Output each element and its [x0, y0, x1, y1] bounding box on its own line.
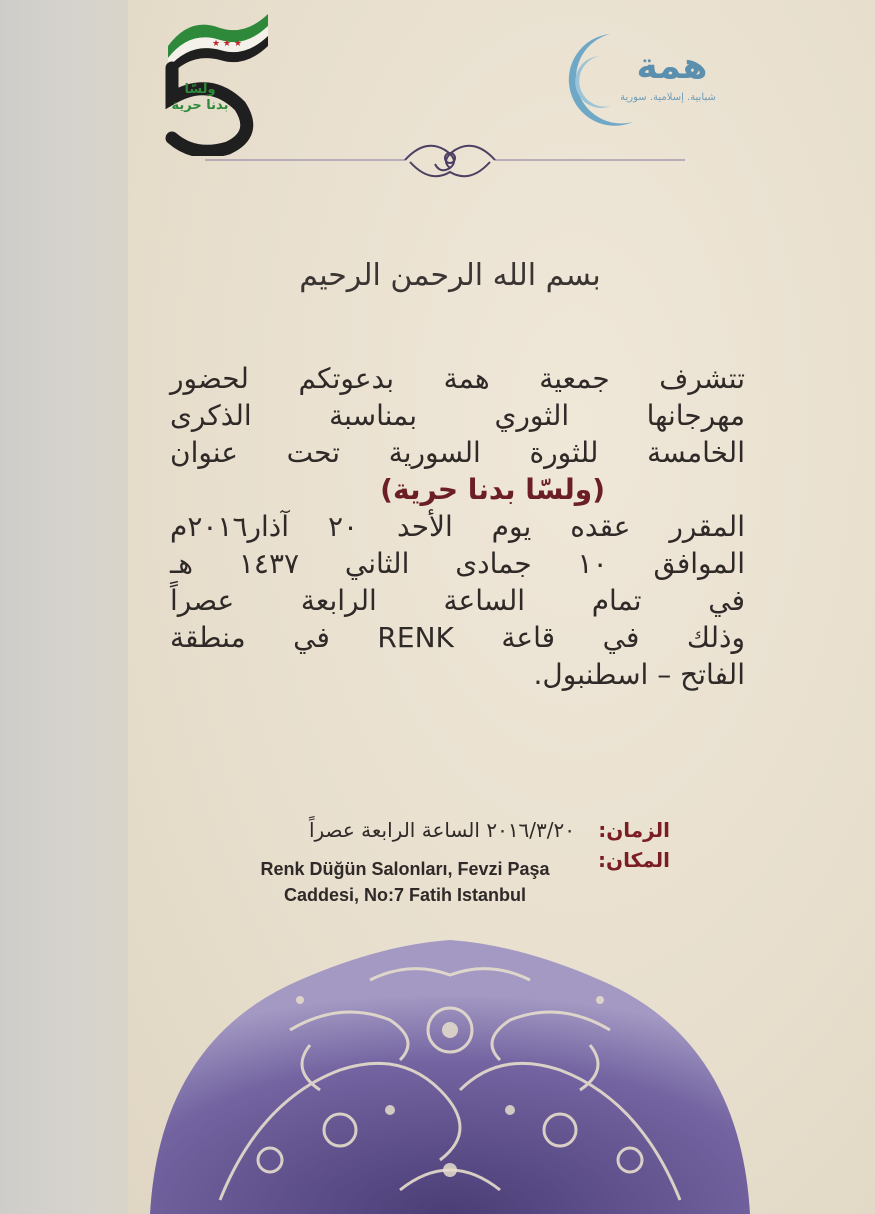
place-address [230, 856, 580, 908]
body-line-2: مهرجانها الثوري بمناسبة الذكرى [170, 399, 745, 432]
body-line-8: وذلك في قاعة RENK في منطقة [170, 621, 745, 654]
svg-text:★ ★ ★: ★ ★ ★ [212, 39, 242, 49]
left-margin-band [0, 0, 130, 1214]
hemma-logo-tagline: شبابية. إسلامية. سورية [620, 92, 716, 103]
hemma-logo-name: همة [636, 46, 708, 87]
event-title: (ولسّا بدنا حرية) [380, 473, 605, 506]
body-line-5: المقرر عقده يوم الأحد ٢٠ آذار٢٠١٦م [170, 510, 745, 543]
body-line-1: تتشرف جمعية همة بدعوتكم لحضور [170, 362, 745, 395]
time-row [230, 818, 670, 848]
left-logo-slogan [160, 82, 240, 114]
body-line-7: في تمام الساعة الرابعة عصراً [170, 584, 745, 617]
invitation-body [170, 360, 745, 693]
body-line-6: الموافق ١٠ جمادى الثاني ١٤٣٧ هـ [170, 547, 745, 580]
body-line-3: الخامسة للثورة السورية تحت عنوان [170, 436, 745, 469]
time-label: الزمان: [598, 818, 670, 842]
time-value: ٢٠١٦/٣/٢٠ الساعة الرابعة عصراً [308, 818, 575, 842]
left-logo-line1: ولسّا [184, 82, 216, 97]
address-line-2: Caddesi, No:7 Fatih Istanbul [283, 885, 527, 905]
address-line-1: Renk Düğün Salonları, Fevzi Paşa [260, 859, 550, 879]
scroll-divider-icon [205, 128, 685, 186]
left-logo-line2: بدنا حرية [171, 98, 229, 113]
arabesque-ornament-icon [140, 920, 760, 1214]
basmala: بسم الله الرحمن الرحيم [299, 258, 601, 293]
place-label: المكان: [598, 848, 670, 872]
body-line-9: الفاتح – اسطنبول. [533, 658, 745, 691]
